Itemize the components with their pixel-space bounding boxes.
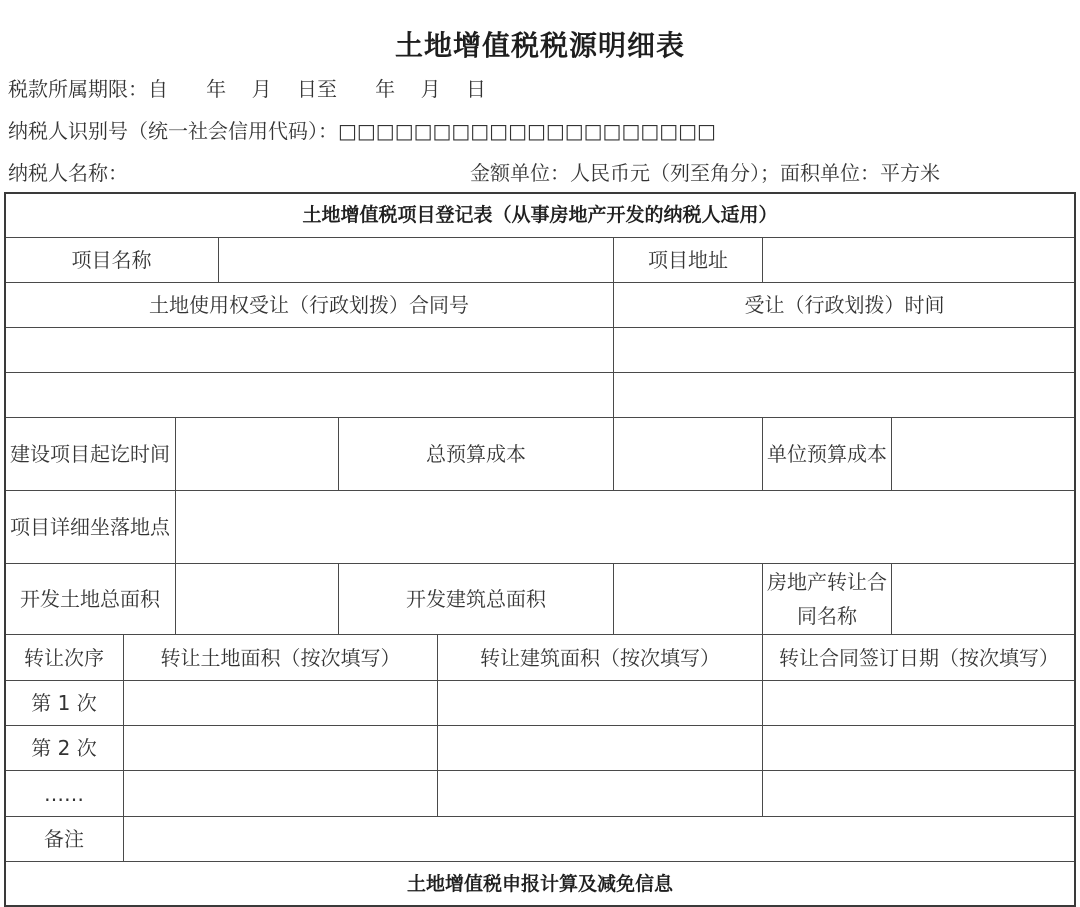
contract-sign-date-header: 转让合同签订日期（按次填写） xyxy=(762,634,1076,681)
transfer-building-area-header: 转让建筑面积（按次填写） xyxy=(437,634,763,681)
transfer-row-more-building-area[interactable] xyxy=(437,770,763,817)
remarks-label: 备注 xyxy=(4,816,124,862)
transfer-time-field-2[interactable] xyxy=(613,372,1076,418)
taxpayer-id-line: 纳税人识别号（统一社会信用代码）：□□□□□□□□□□□□□□□□□□□□ xyxy=(8,119,716,143)
transfer-row-1-land-area[interactable] xyxy=(123,680,438,726)
project-address-field[interactable] xyxy=(762,237,1076,283)
land-contract-no-field-2[interactable] xyxy=(4,372,614,418)
transfer-row-more-sign-date[interactable] xyxy=(762,770,1076,817)
transfer-row-1-label: 第 1 次 xyxy=(4,680,124,726)
transfer-row-1-building-area[interactable] xyxy=(437,680,763,726)
detailed-location-field[interactable] xyxy=(175,490,1076,564)
unit-budget-cost-field[interactable] xyxy=(891,417,1076,491)
transfer-row-1-sign-date[interactable] xyxy=(762,680,1076,726)
transfer-sequence-header: 转让次序 xyxy=(4,634,124,681)
construction-period-field[interactable] xyxy=(175,417,339,491)
transfer-contract-name-field[interactable] xyxy=(891,563,1076,635)
project-name-field[interactable] xyxy=(218,237,614,283)
project-name-label: 项目名称 xyxy=(4,237,219,283)
transfer-row-2-building-area[interactable] xyxy=(437,725,763,771)
transfer-land-area-header: 转让土地面积（按次填写） xyxy=(123,634,438,681)
transfer-time-label: 受让（行政划拨）时间 xyxy=(613,282,1076,328)
total-building-area-field[interactable] xyxy=(613,563,763,635)
taxpayer-name-label: 纳税人名称： xyxy=(8,161,128,185)
transfer-row-2-label: 第 2 次 xyxy=(4,725,124,771)
form-title: 土地增值税税源明细表 xyxy=(394,29,685,62)
transfer-row-2-sign-date[interactable] xyxy=(762,725,1076,771)
detailed-location-label: 项目详细坐落地点 xyxy=(4,490,176,564)
construction-period-label: 建设项目起讫时间 xyxy=(4,417,176,491)
transfer-row-more-label: …… xyxy=(4,770,124,817)
total-budget-cost-label: 总预算成本 xyxy=(338,417,614,491)
land-contract-no-field-1[interactable] xyxy=(4,327,614,373)
transfer-row-more-land-area[interactable] xyxy=(123,770,438,817)
units-line: 金额单位：人民币元（列至角分）；面积单位：平方米 xyxy=(470,161,940,185)
total-land-area-field[interactable] xyxy=(175,563,339,635)
tax-period-line: 税款所属期限：自 年 月 日至 年 月 日 xyxy=(8,77,487,101)
project-address-label: 项目地址 xyxy=(613,237,763,283)
total-land-area-label: 开发土地总面积 xyxy=(4,563,176,635)
land-contract-no-label: 土地使用权受让（行政划拨）合同号 xyxy=(4,282,614,328)
transfer-contract-name-label: 房地产转让合同名称 xyxy=(762,563,892,635)
section-title: 土地增值税项目登记表（从事房地产开发的纳税人适用） xyxy=(4,192,1076,238)
section2-title: 土地增值税申报计算及减免信息 xyxy=(4,861,1076,907)
transfer-time-field-1[interactable] xyxy=(613,327,1076,373)
total-building-area-label: 开发建筑总面积 xyxy=(338,563,614,635)
transfer-row-2-land-area[interactable] xyxy=(123,725,438,771)
total-budget-cost-field[interactable] xyxy=(613,417,763,491)
unit-budget-cost-label: 单位预算成本 xyxy=(762,417,892,491)
remarks-field[interactable] xyxy=(123,816,1076,862)
